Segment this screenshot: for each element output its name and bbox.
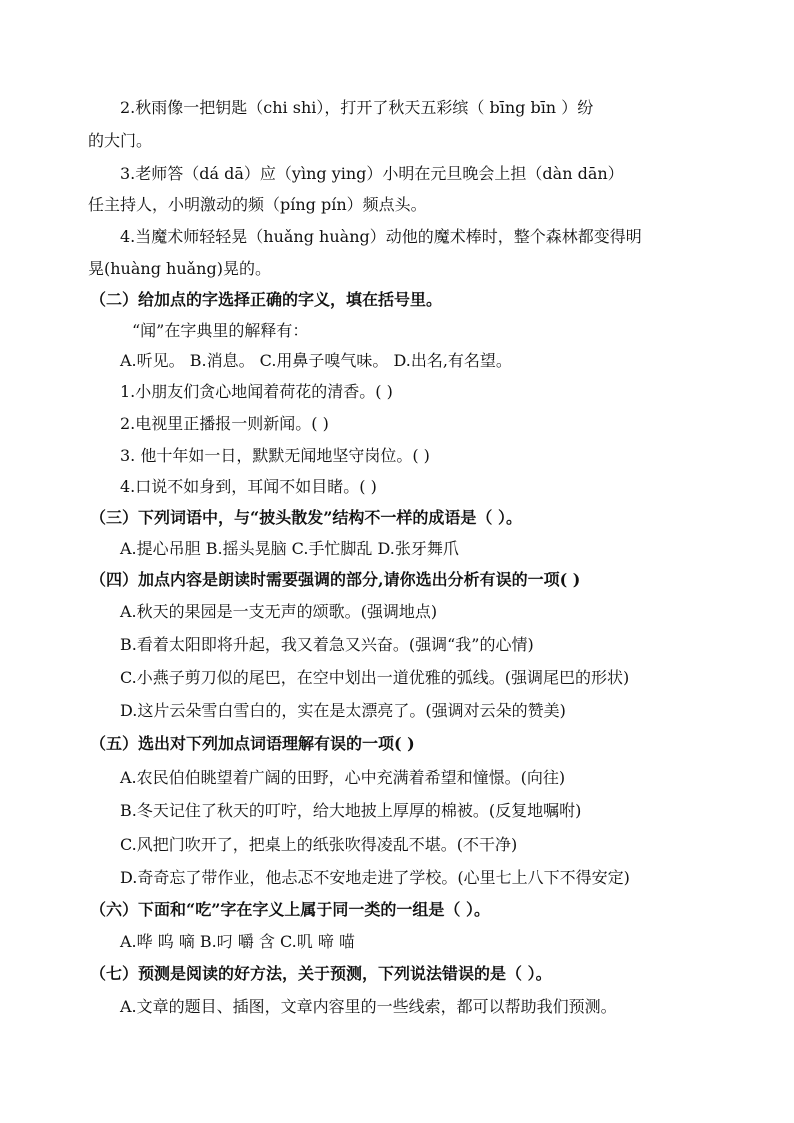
- text-line-2: 的大门。: [88, 131, 153, 150]
- section-2-title: （二）给加点的字选择正确的字义，填在括号里。: [90, 290, 443, 309]
- question-item: 3. 他十年如一日，默默无闻地坚守岗位。( ): [120, 446, 430, 465]
- option-item: B.看着太阳即将升起，我又着急又兴奋。(强调“我”的心情): [120, 635, 534, 654]
- option-item: A.秋天的果园是一支无声的颂歌。(强调地点): [120, 602, 438, 621]
- option-item: A.农民伯伯眺望着广阔的田野，心中充满着希望和憧憬。(向往): [120, 768, 566, 787]
- text-line-4: 任主持人，小明激动的频（píng pín）频点头。: [88, 195, 427, 214]
- option-item: C.风把门吹开了，把桌上的纸张吹得凌乱不堪。(不干净): [120, 835, 518, 854]
- section-3-title: （三）下列词语中，与“披头散发”结构不一样的成语是（ ）。: [90, 508, 522, 527]
- question-item: 1.小朋友们贪心地闻着荷花的清香。( ): [120, 382, 393, 401]
- text-line-1: 2.秋雨像一把钥匙（chi shi），打开了秋天五彩缤（ bīng bīn ）纷: [120, 98, 594, 117]
- section-6-title: （六）下面和“吃”字在字义上属于同一类的一组是（ ）。: [90, 900, 490, 919]
- section-6-options: A.哗 呜 嘀 B.叼 嚼 含 C.叽 啼 喵: [120, 932, 355, 951]
- section-4-title: （四）加点内容是朗读时需要强调的部分,请你选出分析有误的一项( ): [90, 570, 581, 589]
- option-item: D.这片云朵雪白雪白的，实在是太漂亮了。(强调对云朵的赞美): [120, 701, 566, 720]
- option-item: C.小燕子剪刀似的尾巴，在空中划出一道优雅的弧线。(强调尾巴的形状): [120, 668, 630, 687]
- section-7-title: （七）预测是阅读的好方法，关于预测，下列说法错误的是（ ）。: [90, 964, 552, 983]
- section-5-title: （五）选出对下列加点词语理解有误的一项( ): [90, 734, 415, 753]
- section-3-options: A.提心吊胆 B.摇头晃脑 C.手忙脚乱 D.张牙舞爪: [120, 539, 459, 558]
- option-item: D.奇奇忘了带作业，他忐忑不安地走进了学校。(心里七上八下不得安定): [120, 868, 630, 887]
- text-line-3: 3.老师答（dá dā）应（yìng ying）小明在元旦晚会上担（dàn dān）: [120, 164, 624, 183]
- section-2-options: A.听见。 B.消息。 C.用鼻子嗅气味。 D.出名,有名望。: [120, 351, 512, 370]
- option-item: B.冬天记住了秋天的叮咛，给大地披上厚厚的棉被。(反复地嘱咐): [120, 801, 582, 820]
- section-2-intro: “闻”在字典里的解释有：: [132, 321, 309, 340]
- option-item: A.文章的题目、插图，文章内容里的一些线索，都可以帮助我们预测。: [120, 997, 617, 1016]
- text-line-6: 晃(huàng huǎng)晃的。: [88, 259, 271, 278]
- text-line-5: 4.当魔术师轻轻晃（huǎng huàng）动他的魔术棒时，整个森林都变得明: [120, 227, 642, 246]
- question-item: 4.口说不如身到，耳闻不如目睹。( ): [120, 477, 377, 496]
- question-item: 2.电视里正播报一则新闻。( ): [120, 414, 329, 433]
